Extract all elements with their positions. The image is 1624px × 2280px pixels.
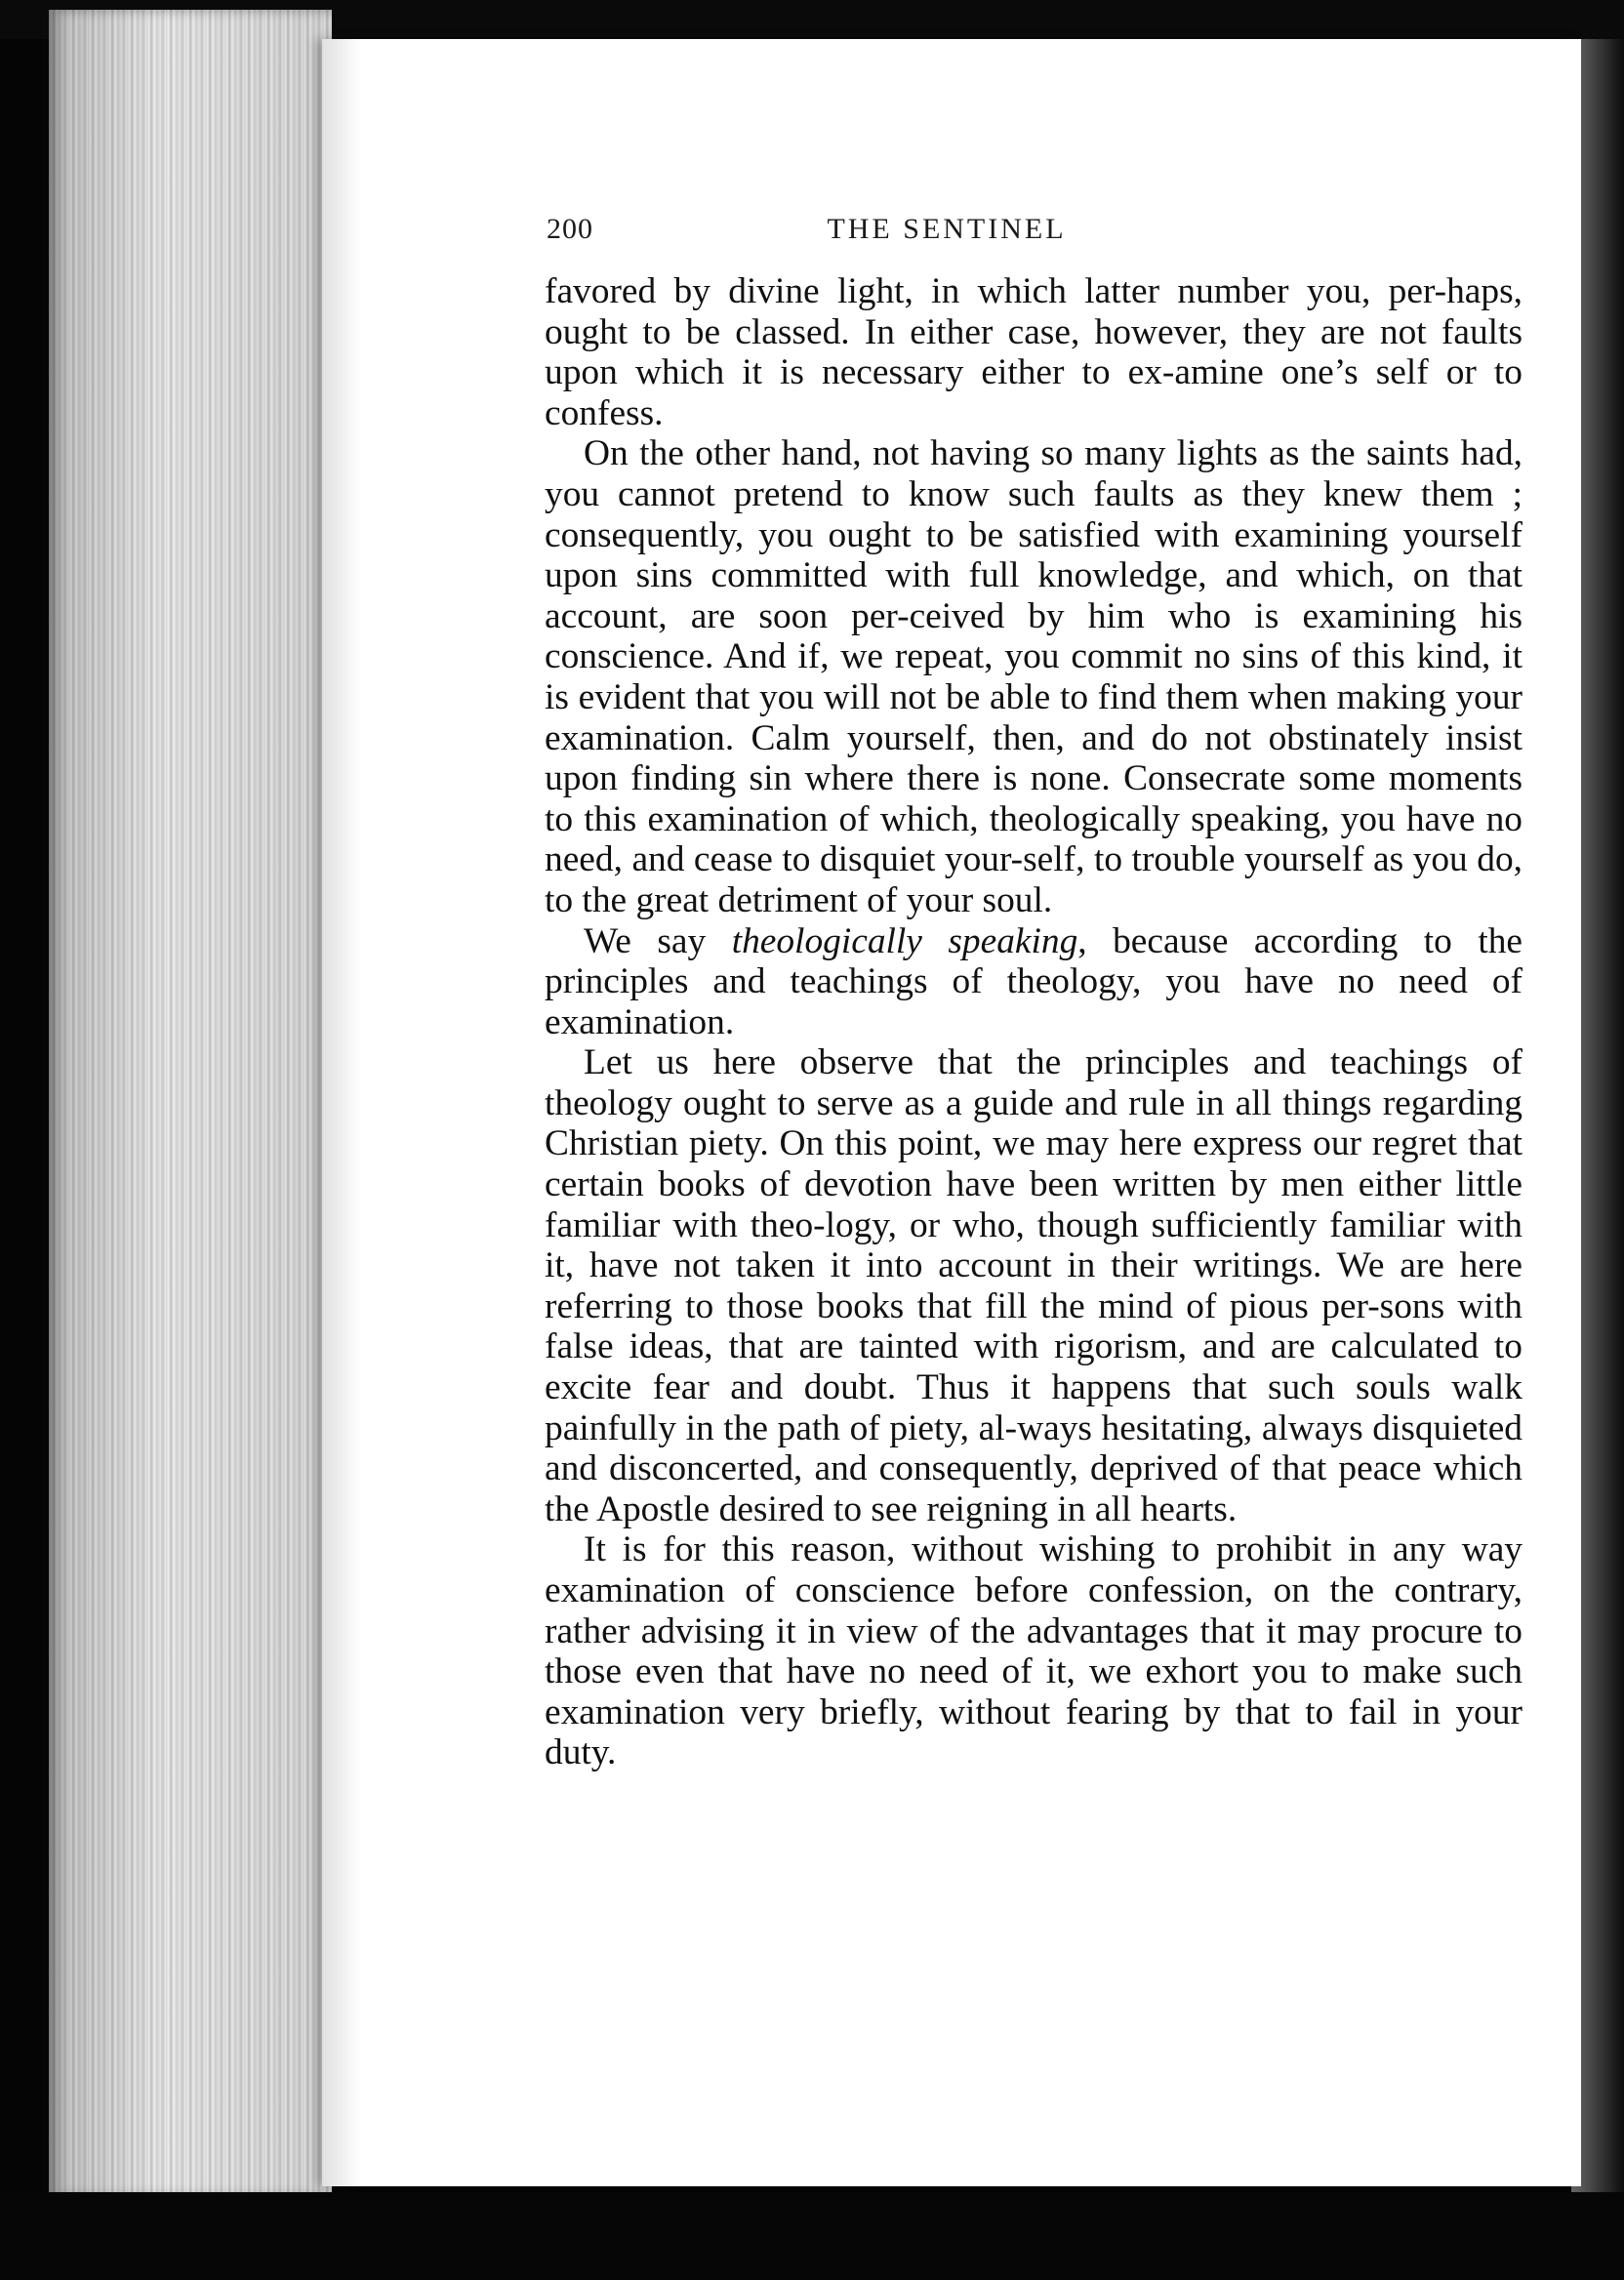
scan-bottom-border <box>0 2192 1624 2280</box>
paragraph-text: , because according to the principles and teachings of theology, you have no need of examination. <box>545 920 1523 1042</box>
body-text <box>545 271 1522 1773</box>
paragraph: On the other hand, not having so many lights as the saints had, you cannot pretend to know such faults as they knew them ; consequently, you ought to be satisfied with examining yourself upon sins committed with full knowledge, and which, on that account, are soon per-ceived by him who is examining his conscience. And if, we repeat, you commit no sins of this kind, it is evident that you will not be able to find them when making your examination. Calm yourself, then, and do not obstinately insist upon finding sin where there is none. Consecrate some moments to this examination of which, theologically speaking, you have no need, and cease to disquiet your-self, to trouble yourself as you do, to the great detriment of your soul. <box>545 433 1522 920</box>
book-page <box>322 39 1581 2186</box>
paragraph: It is for this reason, without wishing to prohibit in any way examination of conscience before confession, on the contrary, rather advising it in view of the advantages that it may procure to those even that have no need of it, we exhort you to make such examination very briefly, without fearing by that to fail in your duty. <box>545 1529 1522 1773</box>
paragraph: Let us here observe that the principles and teachings of theology ought to serve as a guide and rule in all things regarding Christian piety. On this point, we may here express our regret that certain books of devotion have been written by men either little familiar with theo-logy, or who, though sufficiently familiar with it, have not taken it into account in their writings. We are here referring to those books that fill the mind of pious per-sons with false ideas, that are tainted with rigorism, and are calculated to excite fear and doubt. Thus it happens that such souls walk painfully in the path of piety, al-ways hesitating, always disquieted and disconcerted, and consequently, deprived of that peace which the Apostle desired to see reigning in all hearts. <box>545 1042 1522 1529</box>
running-head <box>547 213 1474 262</box>
book-page-edges <box>49 10 332 2196</box>
page-number: 200 <box>547 213 593 245</box>
running-title: THE SENTINEL <box>827 213 1067 245</box>
paragraph-text: We say <box>584 920 732 961</box>
page-gutter-shadow <box>322 39 361 2186</box>
emphasis-text: theologically speaking <box>731 920 1078 961</box>
paragraph-with-emphasis <box>545 921 1522 1043</box>
paragraph-continued: favored by divine light, in which latter number you, per-haps, ought to be classed. In either case, however, they are not faults upon which it is necessary either to ex-amine one’s self or to confess. <box>545 271 1522 433</box>
